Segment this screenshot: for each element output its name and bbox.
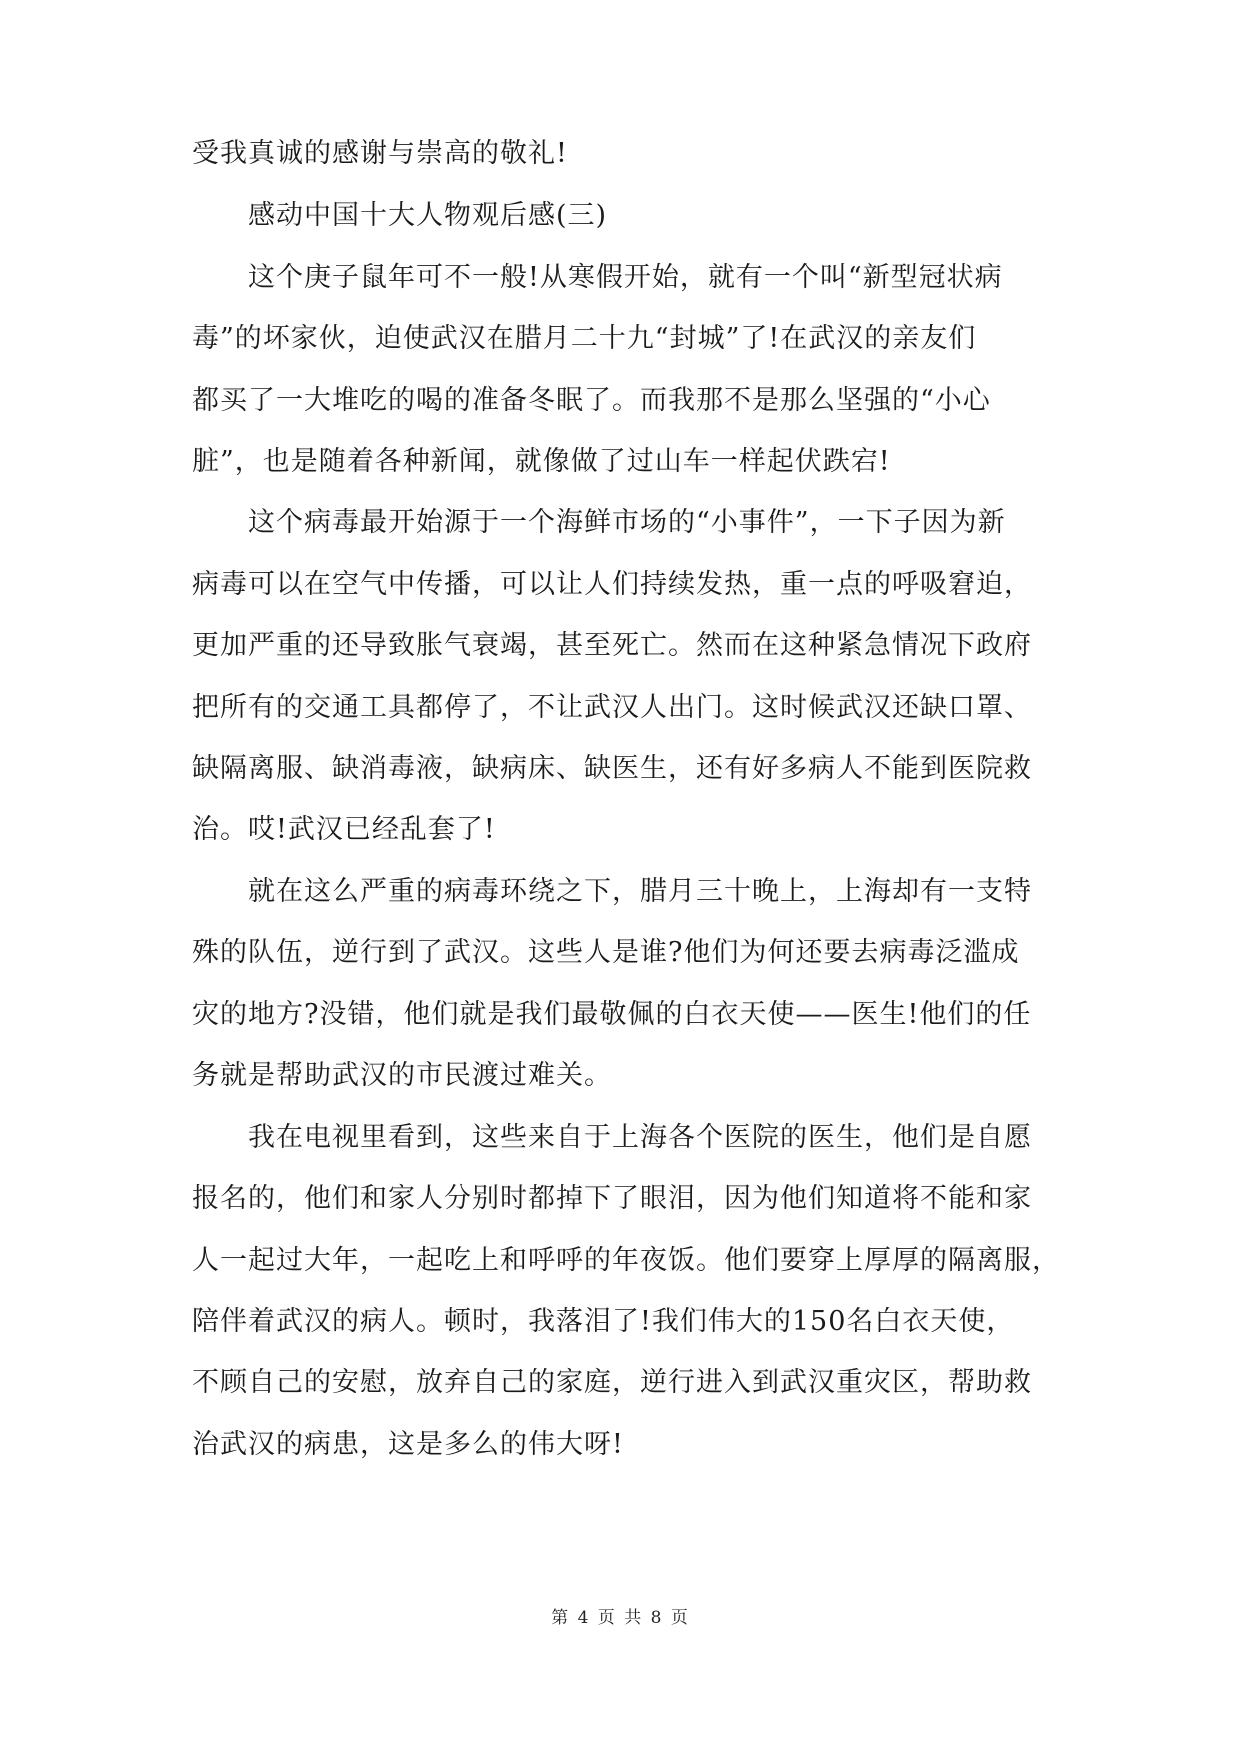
paragraph-line: 务就是帮助武汉的市民渡过难关。 [192, 1060, 612, 1091]
paragraph-line: 病毒可以在空气中传播，可以让人们持续发热，重一点的呼吸窘迫， [192, 569, 1032, 600]
page-number-footer: 第 4 页 共 8 页 [551, 1608, 690, 1628]
paragraph-line: 陪伴着武汉的病人。顿时，我落泪了!我们伟大的150名白衣天使， [192, 1306, 1015, 1337]
text-line: 受我真诚的感谢与崇高的敬礼! [192, 138, 568, 169]
paragraph-line: 都买了一大堆吃的喝的准备冬眠了。而我那不是那么坚强的“小心 [192, 385, 991, 416]
paragraph-line: 这个病毒最开始源于一个海鲜市场的“小事件”，一下子因为新 [248, 507, 1006, 538]
paragraph-line: 报名的，他们和家人分别时都掉下了眼泪，因为他们知道将不能和家 [192, 1183, 1032, 1214]
paragraph-line: 把所有的交通工具都停了，不让武汉人出门。这时候武汉还缺口罩、 [192, 692, 1032, 723]
paragraph-line: 灾的地方?没错，他们就是我们最敬佩的白衣天使——医生!他们的任 [192, 999, 1032, 1030]
paragraph-line: 治武汉的病患，这是多么的伟大呀! [192, 1429, 624, 1460]
paragraph-line: 就在这么严重的病毒环绕之下，腊月三十晚上，上海却有一支特 [248, 876, 1032, 907]
paragraph-line: 人一起过大年，一起吃上和呼呼的年夜饭。他们要穿上厚厚的隔离服， [192, 1245, 1060, 1276]
paragraph-line: 不顾自己的安慰，放弃自己的家庭，逆行进入到武汉重灾区，帮助救 [192, 1367, 1032, 1398]
paragraph-line: 更加严重的还导致胀气衰竭，甚至死亡。然而在这种紧急情况下政府 [192, 630, 1032, 661]
paragraph-line: 脏”，也是随着各种新闻，就像做了过山车一样起伏跌宕! [192, 446, 891, 477]
paragraph-line: 治。哎!武汉已经乱套了! [192, 814, 496, 845]
paragraph-line: 我在电视里看到，这些来自于上海各个医院的医生，他们是自愿 [248, 1122, 1032, 1153]
paragraph-line: 缺隔离服、缺消毒液，缺病床、缺医生，还有好多病人不能到医院救 [192, 753, 1032, 784]
paragraph-line: 毒”的坏家伙，迫使武汉在腊月二十九“封城”了!在武汉的亲友们 [192, 323, 977, 354]
paragraph-line: 这个庚子鼠年可不一般!从寒假开始，就有一个叫“新型冠状病 [248, 262, 1003, 293]
paragraph-line: 殊的队伍，逆行到了武汉。这些人是谁?他们为何还要去病毒泛滥成 [192, 937, 1020, 968]
section-heading: 感动中国十大人物观后感(三) [248, 200, 608, 231]
